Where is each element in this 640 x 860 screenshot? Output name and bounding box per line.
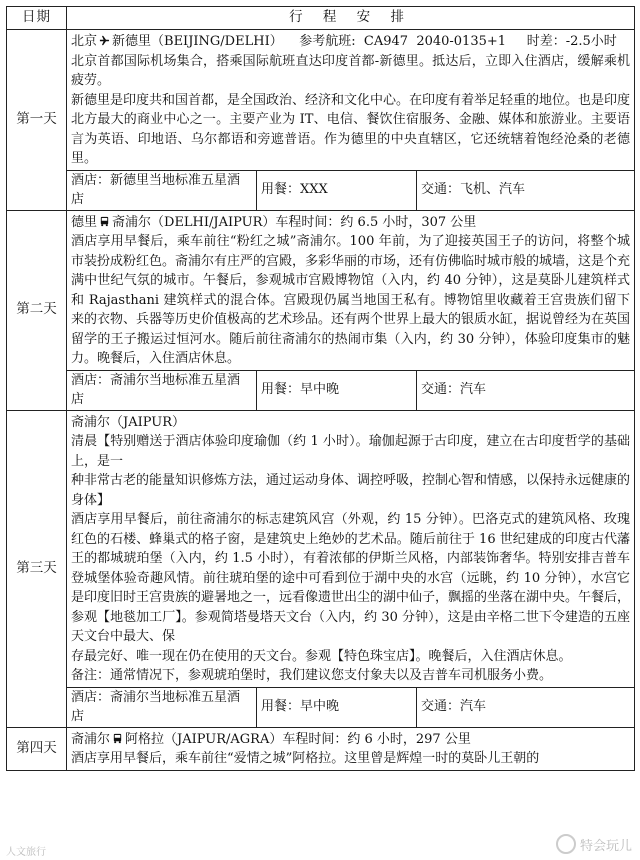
day-1-hotel: 酒店：新德里当地标准五星酒店 [67, 170, 257, 210]
day-2-route [71, 213, 630, 233]
day-3-paragraph: 酒店享用早餐后，前往斋浦尔的标志建筑风宫（外观，约 15 分钟）。巴洛克式的建筑风格、玫瑰红色的石楼、蜂巢式的格子窗，是建筑史上绝妙的艺术品。随后前往于 16 世纪建成的印度古代藩王的都城琥珀堡（入内，约 1.5 小时），有着浓郁的伊斯兰风格，内部装饰奢华。特别安排吉普车登城堡体验奇趣风情。前往琥珀堡的途中可看到位于湖中央的水宫（远眺，约 10 分钟），水宫它是印度旧时王宫贵族的避暑地之一，远看像遗世出尘的湖中仙子，飘摇的坐落在湖中央。午餐后，参观【地毯加工厂】。参观简塔曼塔天文台（入内，约 30 分钟），这是由辛格二世下令建造的五座天文台中最大、保 [71, 512, 631, 644]
day-1-route [71, 32, 630, 52]
day-3-transport: 交通：汽车 [417, 687, 635, 727]
flight-number: CA947 [363, 34, 409, 49]
route-from: 斋浦尔 [71, 731, 111, 747]
day-3-paragraph: 存最完好、唯一现在仍在使用的天文台。参观【特色珠宝店】。晚餐后，入住酒店休息。 [71, 648, 572, 664]
bus-icon [99, 216, 110, 227]
day-2-meals: 用餐：早中晚 [257, 370, 417, 410]
day-3-paragraph: 清晨【特别赠送于酒店体验印度瑜伽（约 1 小时）。瑜伽起源于古印度，建立在古印度哲学的基础上，是一 [71, 434, 631, 469]
day-4-paragraph: 酒店享用早餐后，乘车前往“爱情之城”阿格拉。这里曾是辉煌一时的莫卧儿王朝的 [71, 751, 540, 766]
day-2-hotel: 酒店：斋浦尔当地标准五星酒店 [67, 370, 257, 410]
watermark [556, 834, 632, 854]
day-2-transport: 交通：汽车 [417, 370, 635, 410]
day-1-row [7, 30, 635, 171]
bus-icon [112, 733, 123, 744]
day-1-transport: 交通：飞机、汽车 [417, 170, 635, 210]
day-1-label: 第一天 [7, 30, 67, 211]
day-2-paragraph: 酒店享用早餐后，乘车前往“粉红之城”斋浦尔。100 年前，为了迎接英国王子的访问，将整个城市装扮成粉红色。斋浦尔有庄严的宫殿，多彩华丽的市场，还有仿佛临时城市般的城墙，这是个充满中世纪气氛的城市。午餐后，参观城市宫殿博物馆（入内，约 40 分钟），这是莫卧儿建筑样式和 Rajasthani 建筑样式的混合体。宫殿现仍属当地国王私有。博物馆里收藏着王宫贵族们留下来的衣物、兵器等历史价值极高的艺术珍品。还有两个世界上最大的银质水缸，据说曾经为在英国留学的王子搬运过恒河水。随后前往斋浦尔的热闹市集（入内，约 30 分钟），体验印度集市的魅力。晚餐后，入住酒店休息。 [71, 234, 631, 366]
day-3-row [7, 410, 635, 687]
watermark-text: 特会玩儿 [579, 838, 632, 854]
day-4-content [67, 727, 635, 770]
day-2-content [67, 210, 635, 370]
day-4-route [71, 730, 630, 750]
day-2-row [7, 210, 635, 370]
day-1-paragraph: 北京首都国际机场集合，搭乘国际航班直达印度首都-新德里。抵达后，立即入住酒店，缓解乘机疲劳。 [71, 53, 631, 88]
time-difference: 时差：-2.5小时 [526, 34, 617, 49]
route-to: 新德里（BEIJING/DELHI） [112, 34, 283, 49]
day-3-city: 斋浦尔（JAIPUR） [71, 414, 185, 430]
flight-time: 2040-0135+1 [416, 34, 507, 49]
day-3-info-row [7, 687, 635, 727]
watermark-left: 人文旅行 [6, 847, 46, 858]
day-3-meals: 用餐：早中晚 [257, 687, 417, 727]
route-to: 阿格拉（JAIPUR/AGRA）车程时间：约 6 小时，297 公里 [125, 731, 471, 747]
itinerary-header: 行 程 安 排 [67, 7, 635, 30]
day-1-paragraph: 新德里是印度共和国首都，是全国政治、经济和文化中心。在印度有着举足轻重的地位。也是印度北方最大的商业中心之一。主要产业为 IT、电信、餐饮住宿服务、金融、媒体和旅游业。主要语言为英语、印地语、乌尔都语和旁遮普语。作为德里的中央直辖区，它还统辖着饱经沧桑的老德里。 [71, 92, 631, 166]
day-3-hotel: 酒店：斋浦尔当地标准五星酒店 [67, 687, 257, 727]
day-2-label: 第二天 [7, 210, 67, 410]
day-1-info-row [7, 170, 635, 210]
day-2-info-row [7, 370, 635, 410]
date-header: 日期 [7, 7, 67, 30]
day-1-content [67, 30, 635, 171]
airplane-icon [99, 35, 110, 46]
itinerary-table [6, 6, 635, 771]
flight-ref-label: 参考航班: [299, 34, 356, 49]
day-4-row [7, 727, 635, 770]
route-to: 斋浦尔（DELHI/JAIPUR）车程时间：约 6.5 小时，307 公里 [112, 214, 477, 230]
route-from: 德里 [71, 214, 98, 230]
route-from: 北京 [71, 34, 98, 49]
day-1-meals: 用餐：XXX [257, 170, 417, 210]
day-3-content [67, 410, 635, 687]
wechat-icon [556, 834, 576, 854]
header-row [7, 7, 635, 30]
day-3-note: 备注：通常情况下，参观琥珀堡时，我们建议您支付象夫以及吉普车司机服务小费。 [71, 668, 553, 683]
day-4-label: 第四天 [7, 727, 67, 770]
day-3-paragraph: 种非常古老的能量知识修炼方法，通过运动身体、调控呼吸，控制心智和情感，以保持永远健康的身体】 [71, 473, 631, 508]
day-3-label: 第三天 [7, 410, 67, 727]
